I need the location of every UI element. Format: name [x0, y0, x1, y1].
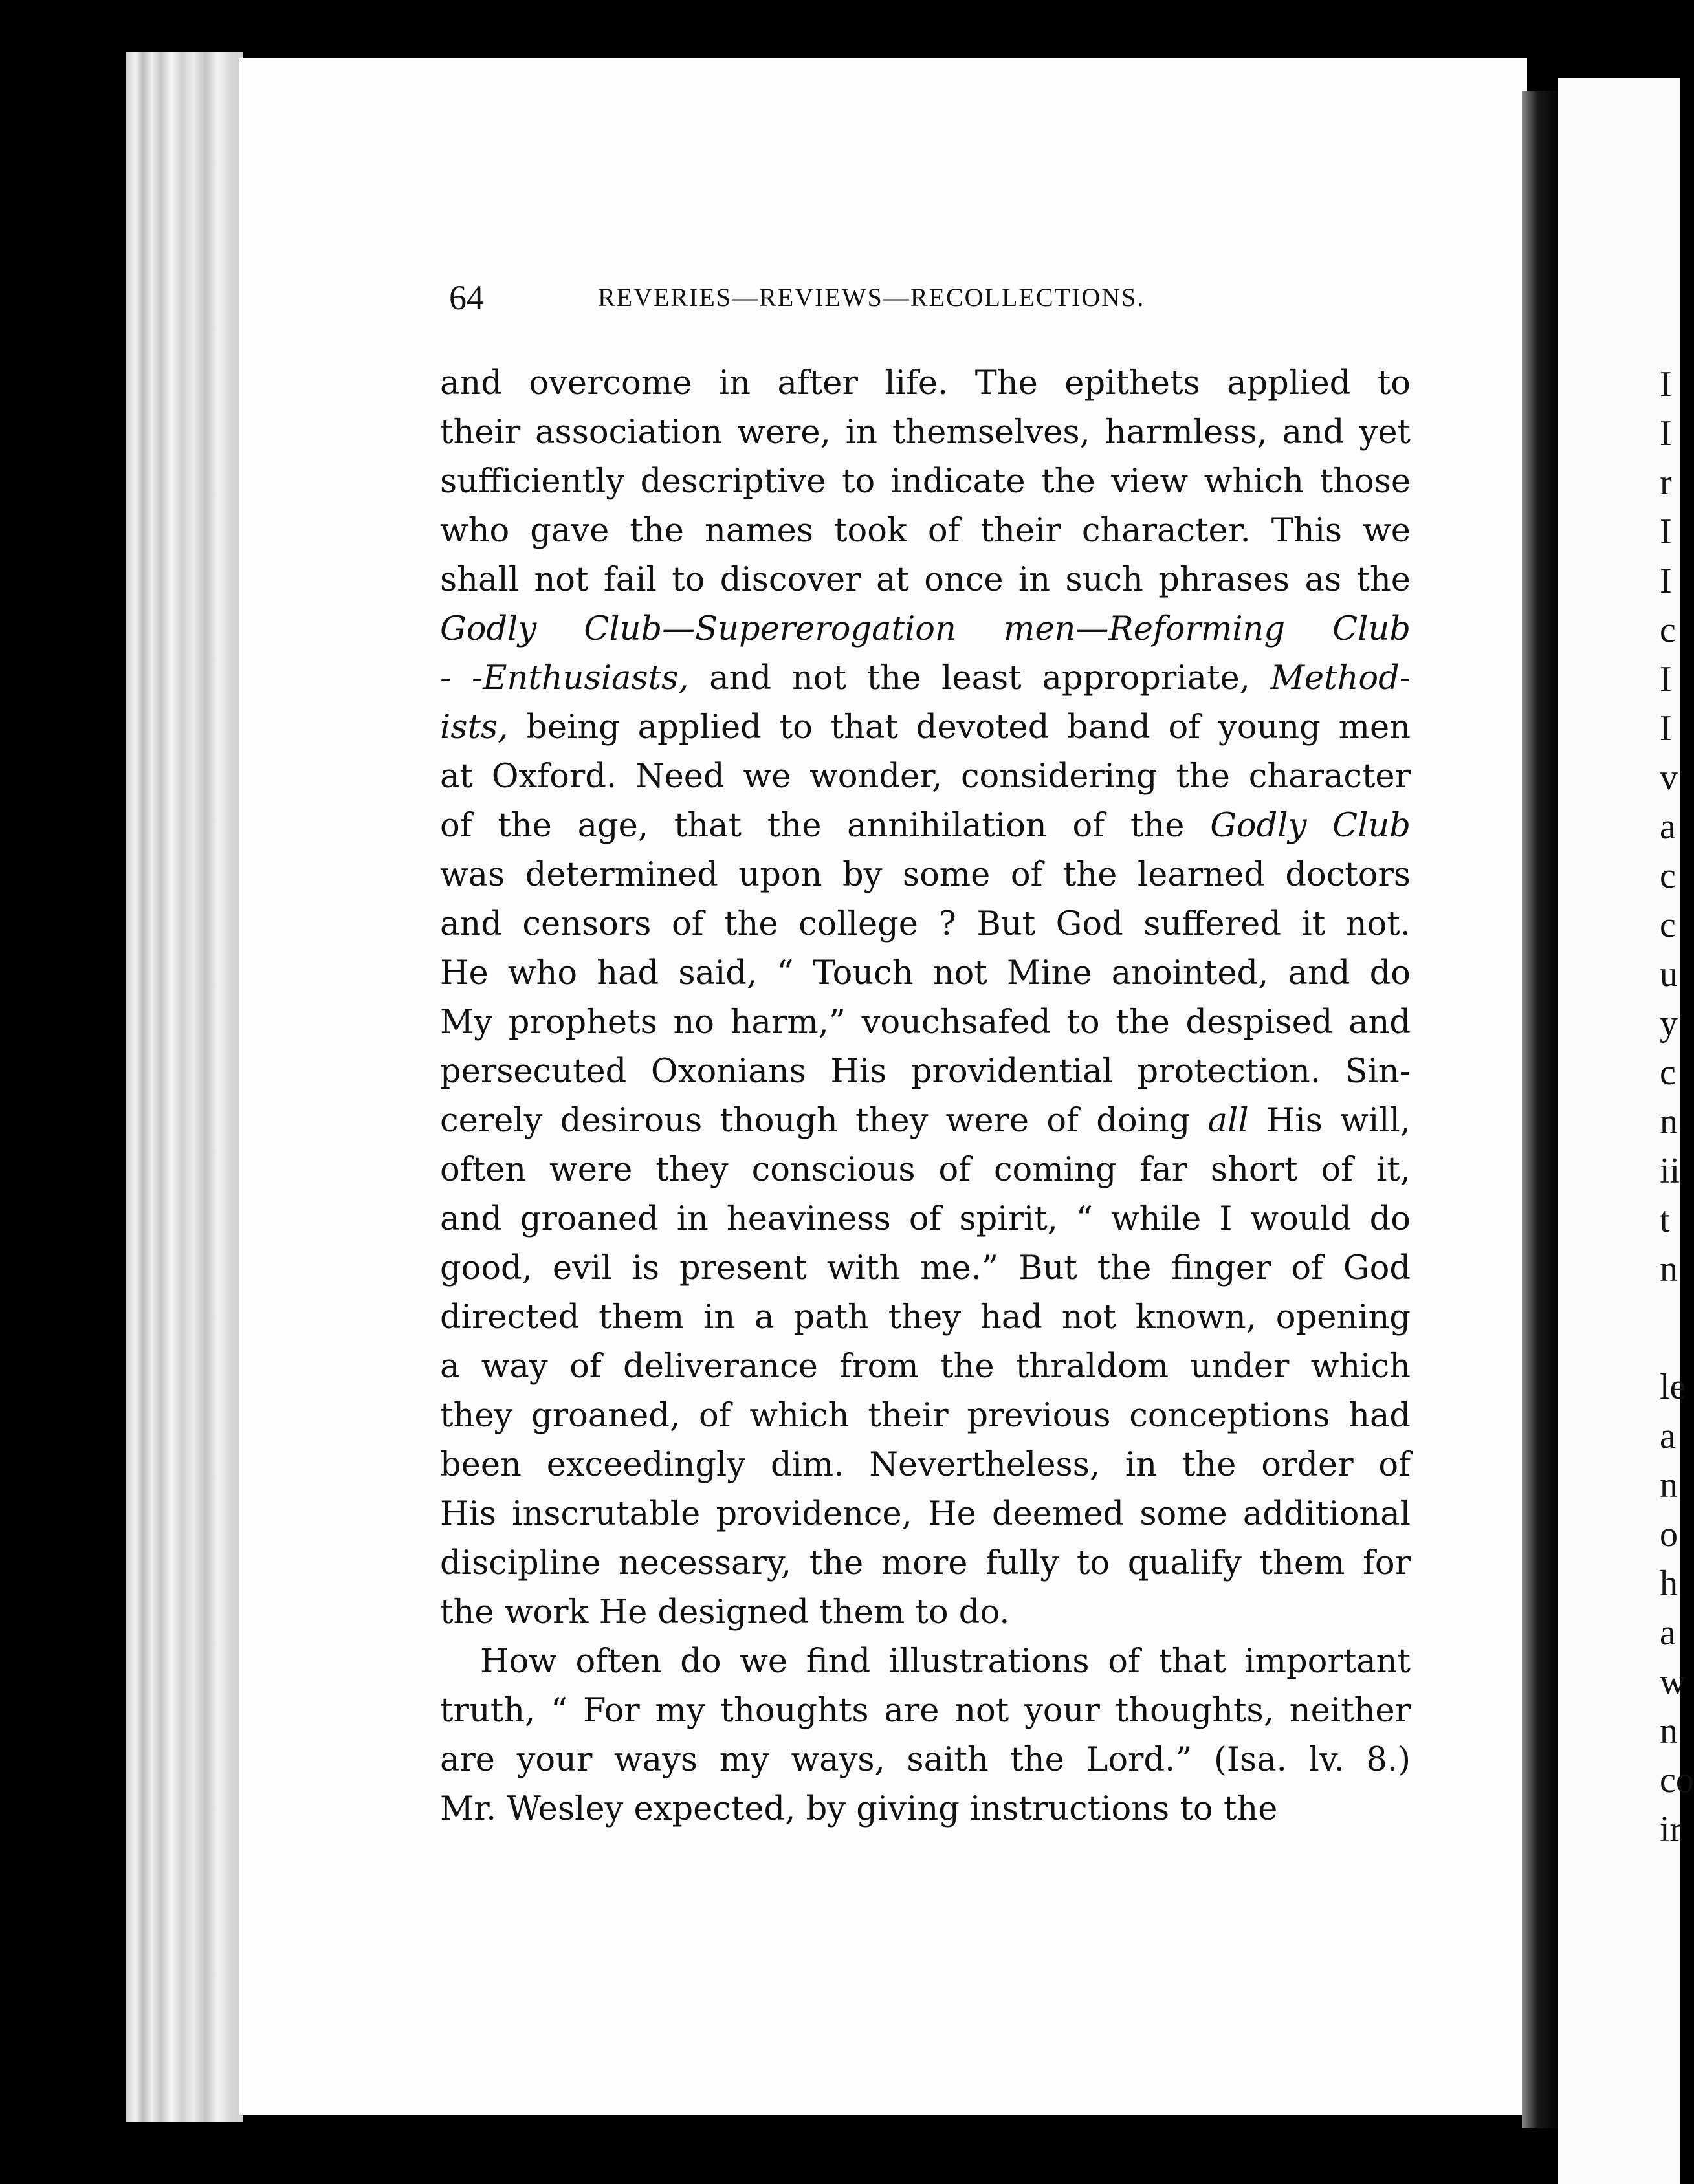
- text-line: [440, 752, 1411, 802]
- text-run: His inscrutable providence, He deemed some additional: [440, 1495, 1411, 1533]
- opposite-page-line-fragment: I: [1660, 413, 1672, 453]
- running-head: REVERIES—REVIEWS—RECOLLECTIONS.: [598, 283, 1145, 312]
- text-run: sufficiently descriptive to indicate the view which those: [440, 463, 1411, 501]
- text-line: [440, 1244, 1411, 1293]
- italic-run: Godly Club: [1210, 807, 1411, 845]
- opposite-page-line-fragment: le: [1660, 1367, 1686, 1407]
- text-run: discipline necessary, the more fully to qualify them for: [440, 1544, 1411, 1582]
- text-line: [440, 1293, 1411, 1342]
- text-line: [440, 359, 1411, 408]
- text-run: of the age, that the annihilation of the: [440, 807, 1211, 845]
- opposite-page-line-fragment: I: [1660, 512, 1672, 552]
- text-run: who gave the names took of their character. This we: [440, 512, 1411, 550]
- opposite-page-line-fragment: n: [1660, 1465, 1678, 1505]
- italic-run: all: [1207, 1102, 1249, 1140]
- text-run: their association were, in themselves, harmless, and yet: [440, 413, 1411, 452]
- text-run: often were they conscious of coming far short of it,: [440, 1151, 1411, 1189]
- text-line: [440, 1736, 1411, 1785]
- text-line: [440, 1097, 1411, 1146]
- book-gutter: [1522, 91, 1561, 2128]
- page-edges-stack: [126, 52, 243, 2122]
- italic-run: Method-: [1270, 659, 1411, 697]
- text-run: and not the least appropriate,: [688, 659, 1271, 697]
- opposite-page-line-fragment: h: [1660, 1564, 1678, 1604]
- text-line: [440, 900, 1411, 949]
- text-line: [440, 1588, 1411, 1637]
- text-line: [440, 408, 1411, 457]
- text-run: directed them in a path they had not known, opening: [440, 1298, 1411, 1337]
- text-run: cerely desirous though they were of doing: [440, 1102, 1208, 1140]
- opposite-page-line-fragment: w: [1660, 1662, 1686, 1702]
- text-line: [440, 1539, 1411, 1588]
- opposite-page-line-fragment: o: [1660, 1514, 1678, 1555]
- text-run: the work He designed them to do.: [440, 1593, 1010, 1632]
- text-line: [440, 949, 1411, 998]
- opposite-page-line-fragment: c: [1660, 1053, 1676, 1093]
- opposite-page-line-fragment: r: [1660, 463, 1672, 503]
- text-run: are your ways my ways, saith the Lord.” (Isa. lv. 8.): [440, 1741, 1411, 1779]
- text-line: [440, 703, 1411, 752]
- text-run: being applied to that devoted band of young men: [508, 708, 1411, 747]
- page-number: 64: [449, 278, 484, 317]
- text-line: [440, 1392, 1411, 1441]
- text-run: and censors of the college ? But God suffered it not.: [440, 905, 1411, 943]
- text-line: [440, 1146, 1411, 1195]
- text-line: [440, 556, 1411, 605]
- opposite-page-line-fragment: c: [1660, 610, 1676, 650]
- opposite-page-line-fragment: n: [1660, 1711, 1678, 1751]
- text-run: He who had said, “ Touch not Mine anointed, and do: [440, 954, 1411, 992]
- text-run: they groaned, of which their previous conceptions had: [440, 1397, 1411, 1435]
- text-run: How often do we find illustrations of that important: [480, 1643, 1411, 1681]
- text-line: [440, 1785, 1411, 1834]
- opposite-page-line-fragment: a: [1660, 807, 1676, 847]
- text-line: [440, 998, 1411, 1047]
- text-line: [440, 851, 1411, 900]
- text-run: His will,: [1248, 1102, 1411, 1140]
- opposite-page-line-fragment: n: [1660, 1102, 1678, 1142]
- text-run: and groaned in heaviness of spirit, “ while I would do: [440, 1200, 1411, 1238]
- opposite-page-line-fragment: ii: [1660, 1151, 1680, 1191]
- text-line: [440, 1342, 1411, 1392]
- text-run: been exceedingly dim. Nevertheless, in the order of: [440, 1446, 1411, 1484]
- opposite-page-line-fragment: u: [1660, 954, 1678, 994]
- italic-run: ists,: [440, 708, 509, 747]
- text-run: and overcome in after life. The epithets applied to: [440, 364, 1411, 402]
- italic-run: Godly Club—Supererogation men—Reforming Club: [440, 610, 1411, 648]
- opposite-page-line-fragment: c: [1660, 905, 1676, 945]
- text-line: [440, 654, 1411, 703]
- text-run: good, evil is present with me.” But the finger of God: [440, 1249, 1411, 1287]
- text-run: Mr. Wesley expected, by giving instructions to the: [440, 1790, 1278, 1828]
- text-line: [440, 1687, 1411, 1736]
- opposite-page-line-fragment: v: [1660, 758, 1678, 798]
- opposite-page-line-fragment: c: [1660, 856, 1676, 896]
- body-text: [440, 359, 1411, 1834]
- text-line: [440, 1441, 1411, 1490]
- text-line: [440, 457, 1411, 507]
- text-run: was determined upon by some of the learned doctors: [440, 856, 1411, 894]
- opposite-page-line-fragment: I: [1660, 659, 1672, 699]
- page-header: [449, 275, 1275, 320]
- text-line: [440, 1490, 1411, 1539]
- text-run: truth, “ For my thoughts are not your thoughts, neither: [440, 1692, 1411, 1730]
- text-run: a way of deliverance from the thraldom under which: [440, 1348, 1411, 1386]
- text-run: persecuted Oxonians His providential protection. Sin-: [440, 1053, 1411, 1091]
- opposite-page-line-fragment: I: [1660, 364, 1672, 404]
- opposite-page-line-fragment: a: [1660, 1416, 1676, 1456]
- opposite-page-line-fragment: a: [1660, 1613, 1676, 1653]
- opposite-page-line-fragment: co: [1660, 1760, 1694, 1800]
- text-line: [440, 1195, 1411, 1244]
- opposite-page-line-fragment: ir: [1660, 1809, 1682, 1850]
- text-line: [440, 1637, 1411, 1687]
- opposite-page-line-fragment: t: [1660, 1200, 1670, 1240]
- text-line: [440, 1047, 1411, 1097]
- opposite-page-line-fragment: n: [1660, 1249, 1678, 1289]
- opposite-page-line-fragment: I: [1660, 561, 1672, 601]
- text-line: [440, 507, 1411, 556]
- italic-run: - -Enthusiasts,: [440, 659, 689, 697]
- text-run: My prophets no harm,” vouchsafed to the despised and: [440, 1003, 1411, 1042]
- opposite-page-line-fragment: y: [1660, 1003, 1678, 1043]
- text-run: shall not fail to discover at once in such phrases as the: [440, 561, 1411, 599]
- text-line: [440, 802, 1411, 851]
- opposite-page-line-fragment: I: [1660, 708, 1672, 748]
- text-line: [440, 605, 1411, 654]
- text-run: at Oxford. Need we wonder, considering the character: [440, 758, 1411, 796]
